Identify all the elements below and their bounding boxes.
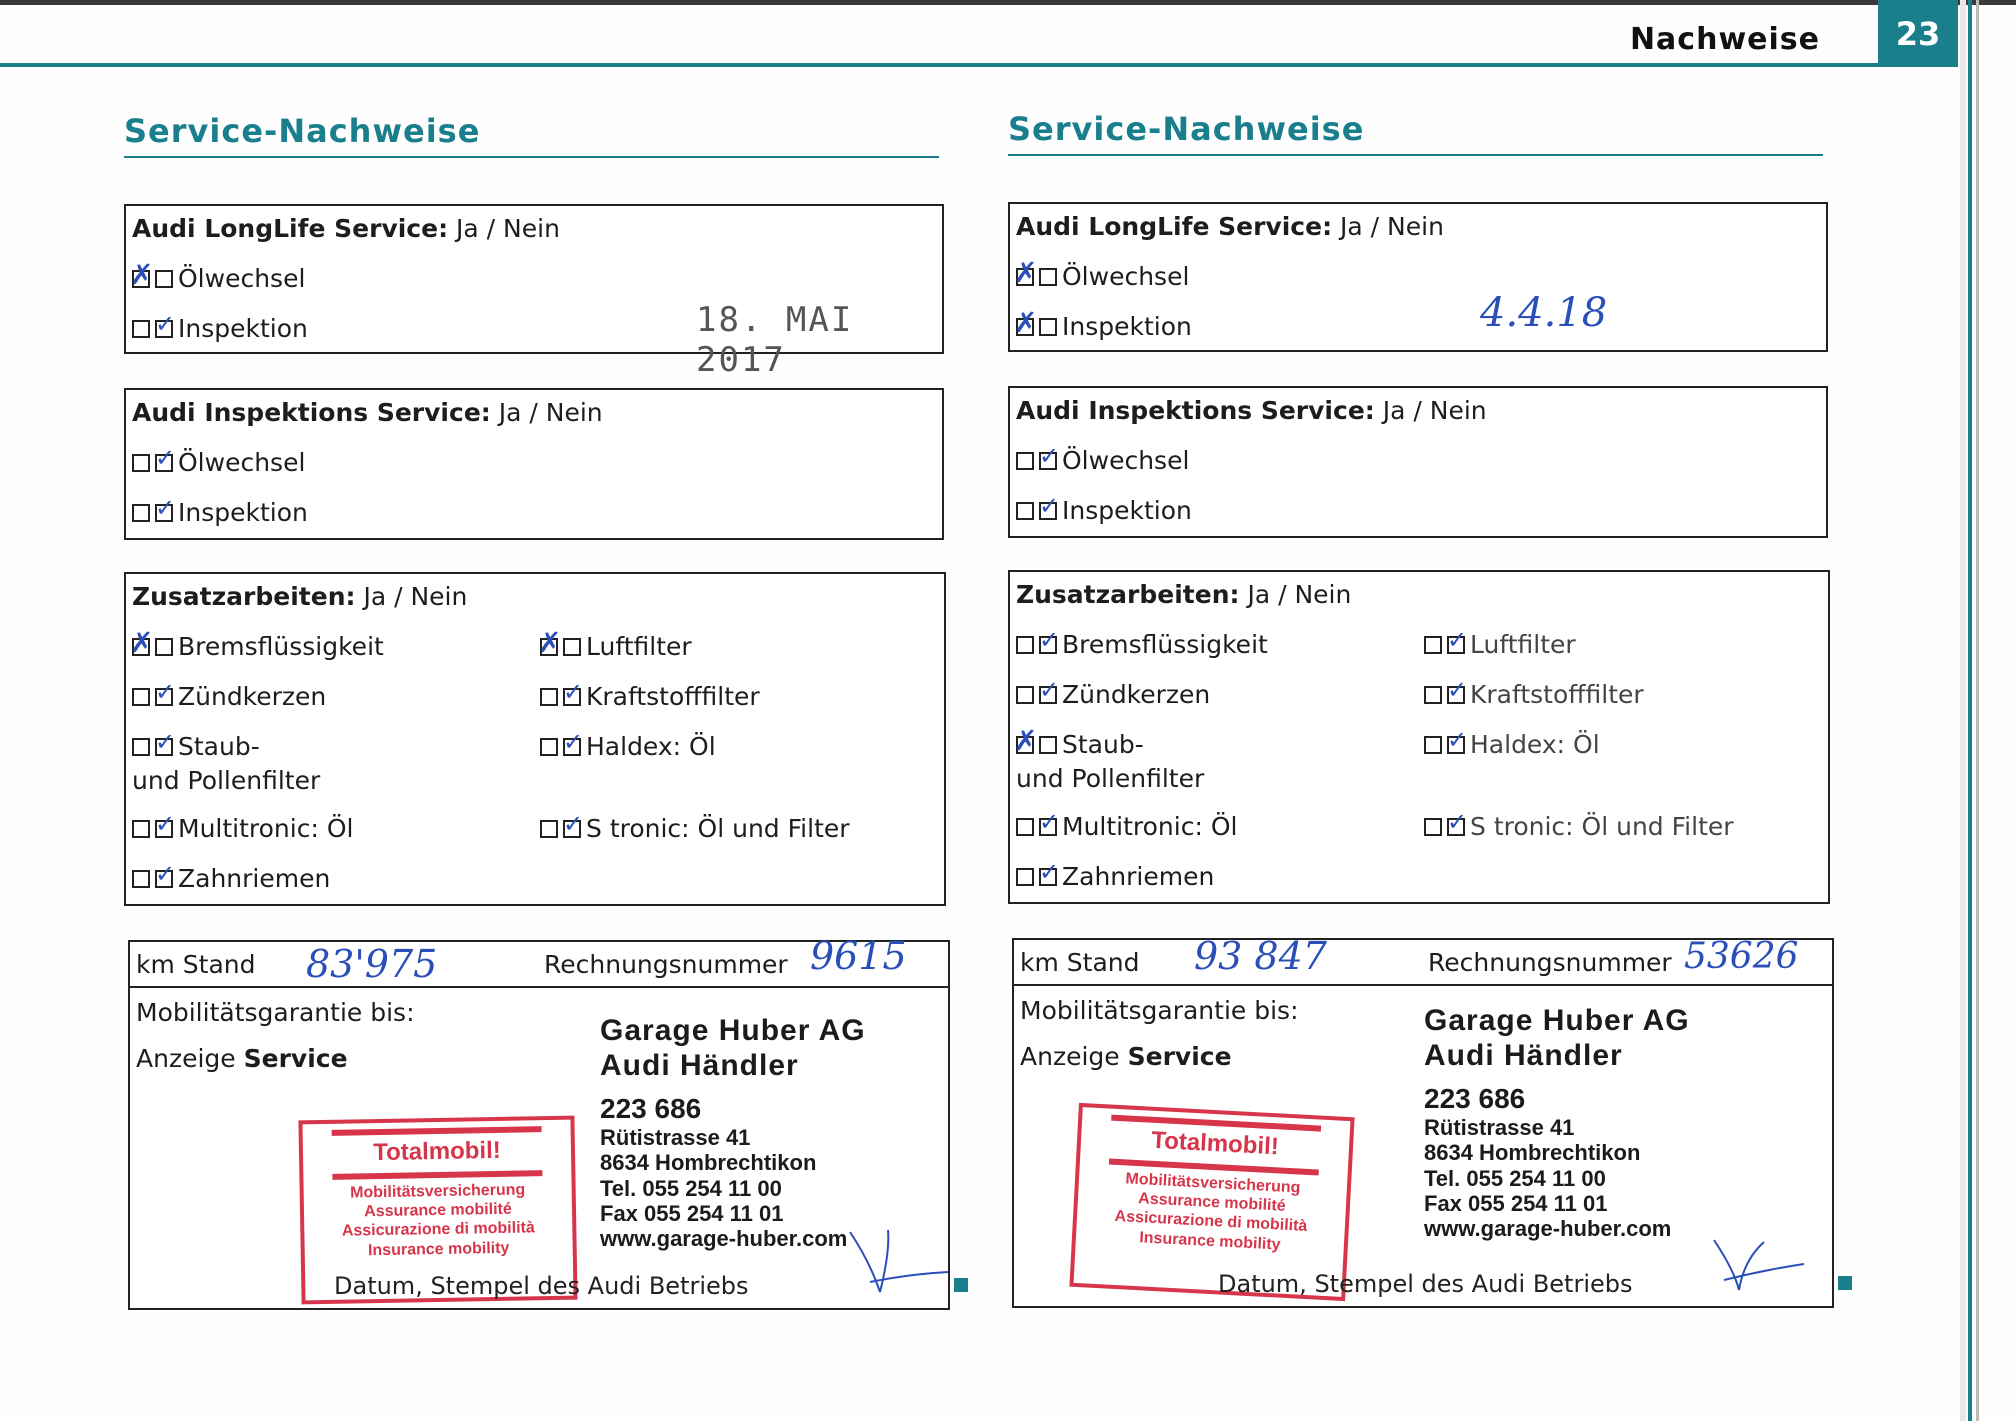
bottom-box [128, 934, 950, 1310]
checkbox[interactable] [1424, 636, 1442, 654]
longlife-oil-row [1016, 262, 1189, 291]
checkbox[interactable] [563, 820, 581, 838]
longlife-box [124, 204, 944, 380]
inspektion-heading: Audi Inspektions Service: Ja / Nein [132, 398, 603, 427]
page-edge-accent [1968, 0, 1972, 1421]
longlife-heading: Audi LongLife Service: Ja / Nein [1016, 212, 1444, 241]
checkbox[interactable] [1016, 736, 1034, 754]
checkbox[interactable] [540, 820, 558, 838]
checkbox[interactable] [1016, 636, 1034, 654]
invoice-value: 9615 [810, 934, 907, 978]
inspektion-oil-row [132, 448, 305, 477]
checkbox[interactable] [132, 738, 150, 756]
zusatz-box [124, 572, 946, 906]
page-header-title: Nachweise [1629, 22, 1820, 57]
end-marker [954, 1278, 968, 1292]
checkbox[interactable] [155, 454, 173, 472]
stamp-caption: Datum, Stempel des Audi Betriebs [334, 1272, 749, 1300]
zusatz-row: ✗ Staub- [1016, 730, 1144, 759]
inspektion-box [1008, 386, 1828, 538]
zusatz-row: ✓ Staub- [132, 732, 260, 761]
zusatz-row: ✗ Bremsflüssigkeit [132, 632, 384, 661]
checkbox[interactable] [155, 688, 173, 706]
signature [840, 1222, 950, 1302]
km-label: km Stand [1020, 948, 1140, 977]
inspektion-inspection-row [132, 498, 308, 527]
zusatz-row: ✓ S tronic: Öl und Filter [540, 814, 850, 843]
garage-stamp: Garage Huber AG Audi Händler 223 686 Rütistrasse 41 8634 Hombrechtikon Tel. 055 254 11 00 Fax 055 254 11 01 www.garage-huber.com [600, 1014, 866, 1252]
zusatz-row: ✗ Luftfilter [540, 632, 692, 661]
checkbox[interactable] [155, 870, 173, 888]
page-number: 23 [1878, 0, 1958, 67]
checkbox[interactable] [1039, 318, 1057, 336]
zusatz-row: ✓ Kraftstofffilter [1424, 680, 1644, 709]
zusatz-row: ✓ Haldex: Öl [1424, 730, 1600, 759]
bottom-box [1012, 934, 1834, 1308]
checkbox[interactable] [563, 638, 581, 656]
item-label: Inspektion [178, 314, 308, 343]
zusatz-row: ✓ Zahnriemen [1016, 862, 1214, 891]
checkbox[interactable] [132, 504, 150, 522]
divider [130, 986, 948, 988]
checkbox[interactable] [563, 738, 581, 756]
totalmobil-stamp: Totalmobil! Mobilitätsversicherung Assurance mobilité Assicurazione di mobilità Insurance mobility [298, 1116, 577, 1305]
checkbox[interactable] [1424, 818, 1442, 836]
checkbox[interactable] [1039, 868, 1057, 886]
longlife-heading: Audi LongLife Service: Ja / Nein [132, 214, 560, 243]
left-column [124, 0, 944, 1421]
date-stamp: 18. MAI 2017 [696, 300, 854, 380]
zusatz-row: ✓ Haldex: Öl [540, 732, 716, 761]
checkbox[interactable] [1424, 686, 1442, 704]
checkbox[interactable] [540, 688, 558, 706]
section-title: Service-Nachweise [1008, 110, 1823, 156]
checkbox[interactable] [540, 638, 558, 656]
checkbox[interactable] [1039, 686, 1057, 704]
checkbox[interactable] [132, 870, 150, 888]
item-label: Ölwechsel [178, 264, 306, 293]
inspektion-inspection-row [1016, 496, 1192, 525]
zusatz-heading: Zusatzarbeiten: Ja / Nein [1016, 580, 1352, 609]
checkbox[interactable] [155, 270, 173, 288]
checkbox[interactable] [1039, 736, 1057, 754]
checkbox[interactable] [540, 738, 558, 756]
checkbox[interactable] [1016, 686, 1034, 704]
divider [1014, 984, 1832, 986]
checkbox[interactable] [1016, 318, 1034, 336]
km-value: 93 847 [1194, 934, 1327, 978]
item-label: Inspektion [1062, 312, 1192, 341]
checkbox[interactable] [1016, 502, 1034, 520]
page-edge-stack [1976, 0, 1979, 1421]
checkbox[interactable] [1039, 636, 1057, 654]
signature [1704, 1230, 1814, 1300]
zusatz-row: ✓ Multitronic: Öl [132, 814, 353, 843]
mobility-label: Mobilitätsgarantie bis: [136, 998, 415, 1027]
checkbox[interactable] [1424, 736, 1442, 754]
checkbox[interactable] [563, 688, 581, 706]
checkbox[interactable] [1016, 452, 1034, 470]
zusatz-row: ✓ Multitronic: Öl [1016, 812, 1237, 841]
zusatz-box [1008, 570, 1830, 904]
date-handwritten: 4.4.18 [1480, 290, 1608, 336]
inspektion-heading: Audi Inspektions Service: Ja / Nein [1016, 396, 1487, 425]
checkbox[interactable] [132, 454, 150, 472]
longlife-box [1008, 202, 1828, 352]
checkbox[interactable] [1016, 268, 1034, 286]
checkbox[interactable] [1016, 868, 1034, 886]
checkbox[interactable] [132, 638, 150, 656]
zusatz-row: ✓ Luftfilter [1424, 630, 1576, 659]
checkbox[interactable] [132, 688, 150, 706]
checkbox[interactable] [155, 738, 173, 756]
inspektion-box [124, 388, 944, 540]
zusatz-heading: Zusatzarbeiten: Ja / Nein [132, 582, 468, 611]
longlife-oil-row [132, 264, 305, 293]
stamp-caption: Datum, Stempel des Audi Betriebs [1218, 1270, 1633, 1298]
checkbox[interactable] [1447, 818, 1465, 836]
longlife-inspection-row [1016, 312, 1192, 341]
checkbox[interactable] [1447, 686, 1465, 704]
checkbox[interactable] [132, 820, 150, 838]
zusatz-row: ✓ Bremsflüssigkeit [1016, 630, 1268, 659]
checkbox[interactable] [1039, 502, 1057, 520]
zusatz-row: ✓ Zündkerzen [132, 682, 326, 711]
totalmobil-stamp: Totalmobil! Mobilitätsversicherung Assurance mobilité Assicurazione di mobilità Insurance mobility [1069, 1103, 1354, 1301]
item-label: Inspektion [1062, 496, 1192, 525]
checkbox[interactable] [155, 320, 173, 338]
km-label: km Stand [136, 950, 256, 979]
checkbox[interactable] [1447, 736, 1465, 754]
item-label: Ölwechsel [1062, 262, 1190, 291]
checkbox[interactable] [132, 320, 150, 338]
inspektion-oil-row [1016, 446, 1189, 475]
checkbox[interactable] [155, 504, 173, 522]
anzeige-label: Anzeige Service [136, 1044, 348, 1073]
end-marker [1838, 1276, 1852, 1290]
zusatz-row: ✓ Zahnriemen [132, 864, 330, 893]
item-label: Inspektion [178, 498, 308, 527]
zusatz-row: ✓ Kraftstofffilter [540, 682, 760, 711]
invoice-label: Rechnungsnummer [1428, 948, 1672, 977]
zusatz-row: ✓ S tronic: Öl und Filter [1424, 812, 1734, 841]
zusatz-row-cont: und Pollenfilter [132, 766, 321, 795]
right-column [1008, 0, 1828, 1421]
zusatz-row: ✓ Zündkerzen [1016, 680, 1210, 709]
section-title: Service-Nachweise [124, 112, 939, 158]
checkbox[interactable] [1447, 636, 1465, 654]
longlife-inspection-row [132, 314, 308, 343]
anzeige-label: Anzeige Service [1020, 1042, 1232, 1071]
item-label: Ölwechsel [178, 448, 306, 477]
checkbox[interactable] [1039, 268, 1057, 286]
checkbox[interactable] [1039, 452, 1057, 470]
km-value: 83'975 [306, 942, 438, 986]
checkbox[interactable] [132, 270, 150, 288]
item-label: Ölwechsel [1062, 446, 1190, 475]
page-edge [1960, 0, 1966, 1421]
garage-stamp: Garage Huber AG Audi Händler 223 686 Rütistrasse 41 8634 Hombrechtikon Tel. 055 254 11 00 Fax 055 254 11 01 www.garage-huber.com [1424, 1004, 1690, 1242]
checkbox[interactable] [155, 638, 173, 656]
invoice-label: Rechnungsnummer [544, 950, 788, 979]
zusatz-row-cont: und Pollenfilter [1016, 764, 1205, 793]
checkbox[interactable] [155, 820, 173, 838]
mobility-label: Mobilitätsgarantie bis: [1020, 996, 1299, 1025]
invoice-value: 53626 [1684, 936, 1799, 977]
checkbox[interactable] [1016, 818, 1034, 836]
checkbox[interactable] [1039, 818, 1057, 836]
